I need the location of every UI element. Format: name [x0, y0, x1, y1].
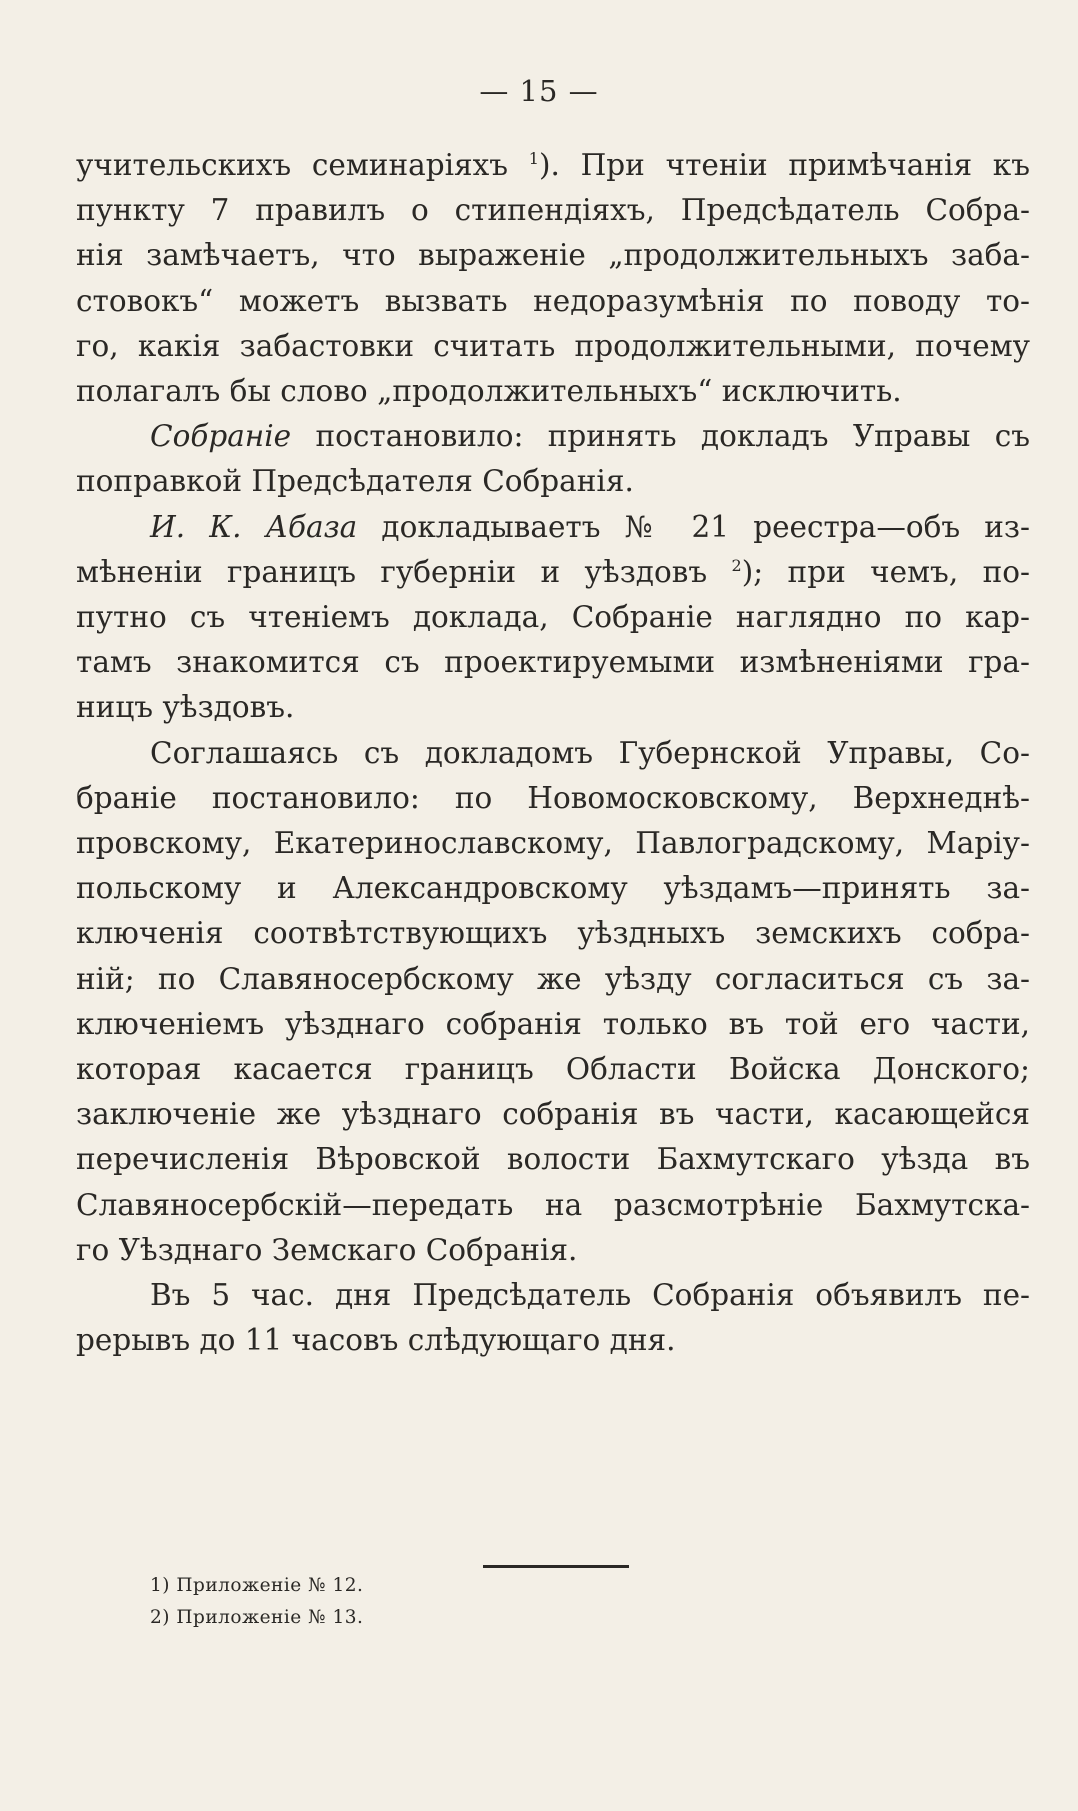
- text-line: [76, 1047, 1030, 1092]
- text-run: заключеніе же уѣзднаго собранія въ части, касающейся: [76, 1097, 1030, 1132]
- footnotes: [150, 1570, 750, 1634]
- text-line: [76, 776, 1030, 821]
- text-run: польскому и Александровскому уѣздамъ—принять за-: [76, 871, 1030, 906]
- text-run: Соглашаясь съ докладомъ Губернской Управы, Со-: [150, 735, 1030, 770]
- footnote-2: 2) Приложеніе № 13.: [150, 1607, 364, 1628]
- text-line: [76, 1183, 1030, 1228]
- text-run: докладываетъ № 21 реестра—объ из-: [357, 509, 1030, 544]
- text-run: тамъ знакомится съ проектируемыми измѣненіями гра-: [76, 645, 1030, 680]
- paragraph: [76, 505, 1030, 731]
- text-run: нія замѣчаетъ, что выраженіе „продолжительныхъ заба-: [76, 238, 1030, 273]
- text-run: ключеніемъ уѣзднаго собранія только въ той его части,: [76, 1006, 1030, 1041]
- text-run: ); при чемъ, по-: [741, 554, 1030, 589]
- text-line: [76, 1318, 1030, 1363]
- text-run: учительскихъ семинаріяхъ: [76, 148, 529, 182]
- footnote-marker: 2: [731, 556, 742, 575]
- text-line: [76, 369, 1030, 414]
- text-run: ній; по Славяносербскому же уѣзду согласиться съ за-: [76, 961, 1030, 996]
- paragraph: [76, 731, 1030, 1273]
- text-line: [76, 188, 1030, 233]
- text-run: полагалъ бы слово „продолжительныхъ“ исключить.: [76, 374, 902, 409]
- text-run: мѣненіи границъ губерніи и уѣздовъ: [76, 554, 732, 589]
- footnote-marker: 1: [528, 149, 539, 169]
- text-line: [76, 595, 1030, 640]
- paragraph: [76, 1273, 1030, 1363]
- text-line: [76, 459, 1030, 504]
- text-run: путно съ чтеніемъ доклада, Собраніе наглядно по кар-: [76, 600, 1030, 635]
- text-run: постановило: принять докладъ Управы съ: [291, 419, 1030, 454]
- text-run: ключенія соотвѣтствующихъ уѣздныхъ земскихъ собра-: [76, 916, 1030, 951]
- section-divider: [483, 1565, 629, 1568]
- text-run: стовокъ“ можетъ вызвать недоразумѣнія по поводу то-: [76, 283, 1030, 318]
- text-run: ницъ уѣздовъ.: [76, 690, 295, 725]
- text-run: рерывъ до 11 часовъ слѣдующаго дня.: [76, 1323, 676, 1358]
- text-run: провскому, Екатеринославскому, Павлоградскому, Маріу-: [76, 826, 1030, 861]
- text-run: браніе постановило: по Новомосковскому, Верхнеднѣ-: [76, 780, 1030, 815]
- page-number: — 15 —: [479, 74, 599, 108]
- text-run: поправкой Предсѣдателя Собранія.: [76, 464, 634, 499]
- text-run: го Уѣзднаго Земскаго Собранія.: [76, 1232, 578, 1267]
- text-line: [76, 866, 1030, 911]
- text-line: [76, 324, 1030, 369]
- italic-text: Собраніе: [150, 419, 292, 454]
- text-run: Въ 5 час. дня Предсѣдатель Собранія объявилъ пе-: [150, 1278, 1030, 1313]
- text-run: Славяносербскій—передать на разсмотрѣніе Бахмутска-: [76, 1187, 1030, 1222]
- text-line: [76, 550, 1030, 595]
- text-run: пункту 7 правилъ о стипендіяхъ, Предсѣдатель Собра-: [76, 193, 1030, 228]
- text-line: [76, 1092, 1030, 1137]
- paragraph: [76, 143, 1030, 414]
- text-line: [76, 505, 1030, 550]
- text-run: го, какія забастовки считать продолжительными, почему: [76, 328, 1030, 363]
- body-text: [76, 143, 1030, 1363]
- text-line: [76, 1273, 1030, 1318]
- text-line: [76, 414, 1030, 459]
- text-run: которая касается границъ Области Войска Донского;: [76, 1052, 1030, 1087]
- text-line: [76, 731, 1030, 776]
- text-run: ). При чтеніи примѣчанія къ: [538, 148, 1030, 182]
- text-line: [76, 143, 1030, 188]
- text-line: [76, 640, 1030, 685]
- text-line: [76, 957, 1030, 1002]
- text-line: [76, 911, 1030, 956]
- text-run: перечисленія Вѣровской волости Бахмутскаго уѣзда въ: [76, 1142, 1030, 1177]
- text-line: [76, 1137, 1030, 1182]
- text-line: [76, 1228, 1030, 1273]
- paragraph: [76, 414, 1030, 504]
- text-line: [76, 279, 1030, 324]
- footnote-1: 1) Приложеніе № 12.: [150, 1575, 364, 1596]
- text-line: [76, 233, 1030, 278]
- text-line: [76, 821, 1030, 866]
- text-line: [76, 1002, 1030, 1047]
- text-line: [76, 685, 1030, 730]
- italic-text: И. К. Абаза: [150, 509, 358, 544]
